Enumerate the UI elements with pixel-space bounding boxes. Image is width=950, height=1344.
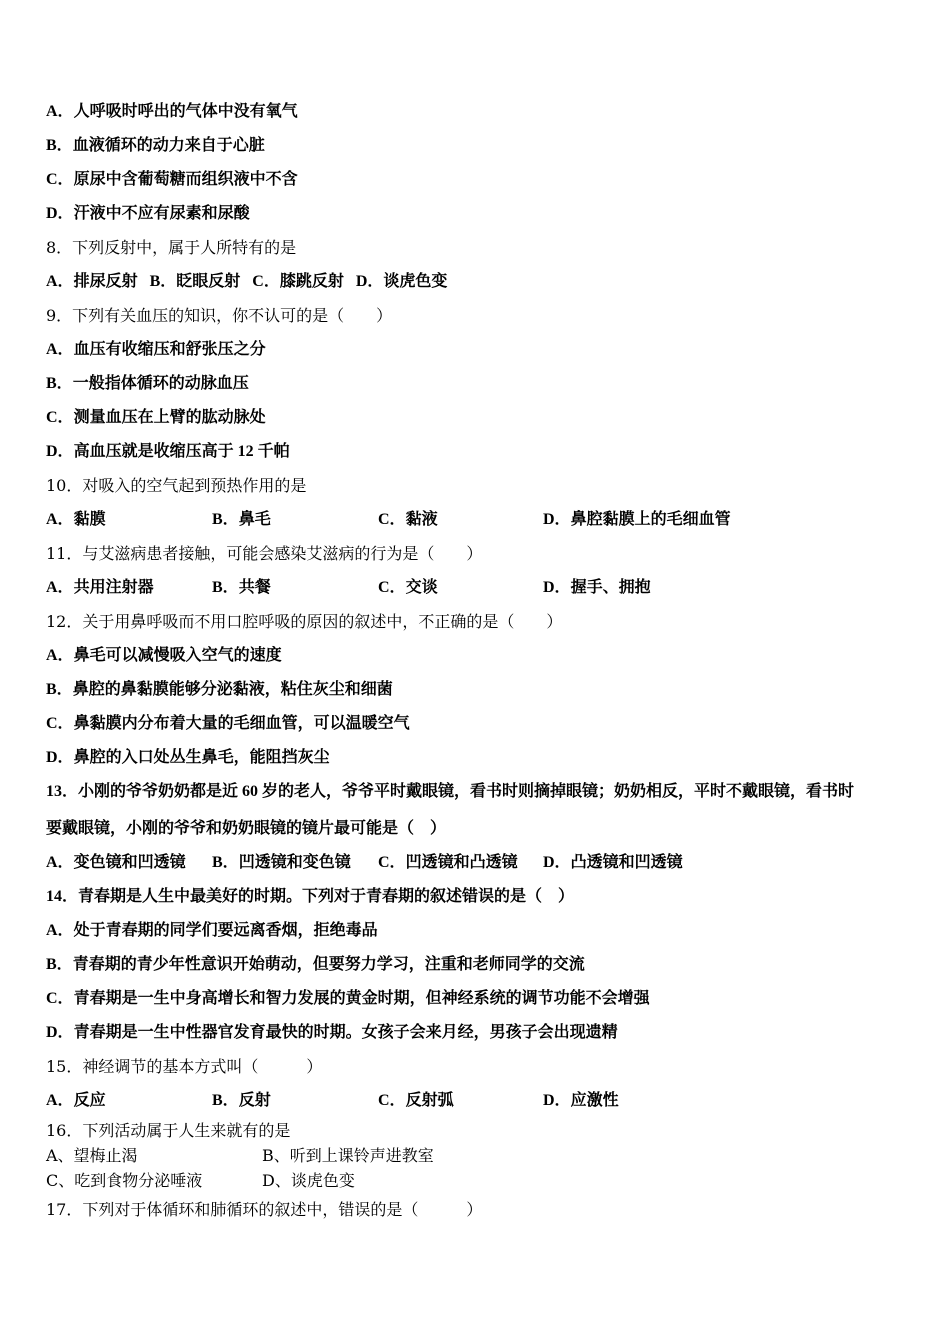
q15-option-a: A．反应: [46, 1092, 106, 1109]
q16-option-d: D、谈虎色变: [262, 1171, 355, 1190]
q16-option-c: C、吃到食物分泌唾液: [46, 1171, 203, 1190]
q14-option-c: C．青春期是一生中身高增长和智力发展的黄金时期，但神经系统的调节功能不会增强: [46, 990, 650, 1007]
q8-option-a: A．排尿反射: [46, 273, 138, 290]
q14-option-b: B．青春期的青少年性意识开始萌动，但要努力学习，注重和老师同学的交流: [46, 956, 585, 973]
q12-option-a: A．鼻毛可以减慢吸入空气的速度: [46, 647, 282, 664]
q11-stem: 11．与艾滋病患者接触，可能会感染艾滋病的行为是（ ）: [46, 544, 483, 563]
q12-option-c: C．鼻黏膜内分布着大量的毛细血管，可以温暖空气: [46, 715, 410, 732]
q11-option-c: C．交谈: [378, 579, 438, 596]
q12-stem: 12．关于用鼻呼吸而不用口腔呼吸的原因的叙述中，不正确的是（ ）: [46, 612, 563, 631]
q11-option-b: B．共餐: [212, 579, 271, 596]
q9-stem: 9．下列有关血压的知识，你不认可的是（ ）: [46, 306, 393, 325]
q10-option-d: D．鼻腔黏膜上的毛细血管: [543, 511, 731, 528]
q16-options-row1: [46, 1146, 906, 1166]
q11-option-d: D．握手、拥抱: [543, 579, 651, 596]
q11-options: [46, 578, 906, 598]
q8-stem: 8．下列反射中，属于人所特有的是: [46, 238, 297, 257]
q9-option-b: B．一般指体循环的动脉血压: [46, 375, 249, 392]
q15-options: [46, 1091, 906, 1111]
q16-option-b: B、听到上课铃声进教室: [262, 1146, 434, 1165]
q10-option-c: C．黏液: [378, 511, 438, 528]
q8-option-c: C．膝跳反射: [252, 273, 344, 290]
q13-options: [46, 853, 906, 873]
q14-stem: 14．青春期是人生中最美好的时期。下列对于青春期的叙述错误的是（ ）: [46, 888, 575, 905]
q10-option-b: B．鼻毛: [212, 511, 271, 528]
q10-option-a: A．黏膜: [46, 511, 106, 528]
q11-option-a: A．共用注射器: [46, 579, 154, 596]
q14-option-d: D．青春期是一生中性器官发育最快的时期。女孩子会来月经，男孩子会出现遗精: [46, 1024, 618, 1041]
q13-option-b: B．凹透镜和变色镜: [212, 854, 351, 871]
q7-option-c: C．原尿中含葡萄糖而组织液中不含: [46, 171, 298, 188]
q17-stem: 17．下列对于体循环和肺循环的叙述中，错误的是（ ）: [46, 1200, 483, 1219]
q10-options: [46, 510, 906, 530]
q7-option-b: B．血液循环的动力来自于心脏: [46, 137, 265, 154]
q8-option-d: D．谈虎色变: [355, 273, 448, 290]
q15-option-c: C．反射弧: [378, 1092, 454, 1109]
q8-options: [46, 272, 447, 292]
q7-option-a: A．人呼吸时呼出的气体中没有氧气: [46, 103, 298, 120]
q13-stem-line1: 13．小刚的爷爷奶奶都是近 60 岁的老人，爷爷平时戴眼镜，看书时则摘掉眼镜；奶奶相反，平时不戴眼镜，看书时: [46, 783, 855, 800]
q16-options-row2: [46, 1171, 906, 1191]
q16-option-a: A、望梅止渴: [46, 1146, 138, 1165]
q8-option-b: B．眨眼反射: [149, 273, 241, 290]
q16-stem: 16．下列活动属于人生来就有的是: [46, 1121, 291, 1140]
q13-option-c: C．凹透镜和凸透镜: [378, 854, 518, 871]
q9-option-d: D．高血压就是收缩压高于 12 千帕: [46, 443, 290, 460]
q13-option-d: D．凸透镜和凹透镜: [543, 854, 683, 871]
q12-option-d: D．鼻腔的入口处丛生鼻毛，能阻挡灰尘: [46, 749, 330, 766]
q15-stem: 15．神经调节的基本方式叫（ ）: [46, 1057, 323, 1076]
q7-option-d: D．汗液中不应有尿素和尿酸: [46, 205, 250, 222]
q12-option-b: B．鼻腔的鼻黏膜能够分泌黏液，粘住灰尘和细菌: [46, 681, 393, 698]
q10-stem: 10．对吸入的空气起到预热作用的是: [46, 476, 307, 495]
q13-stem-line2: 要戴眼镜，小刚的爷爷和奶奶眼镜的镜片最可能是（ ）: [46, 820, 447, 837]
q13-option-a: A．变色镜和凹透镜: [46, 854, 186, 871]
q9-option-a: A．血压有收缩压和舒张压之分: [46, 341, 266, 358]
q9-option-c: C．测量血压在上臂的肱动脉处: [46, 409, 266, 426]
q15-option-b: B．反射: [212, 1092, 271, 1109]
q14-option-a: A．处于青春期的同学们要远离香烟，拒绝毒品: [46, 922, 378, 939]
q15-option-d: D．应激性: [543, 1092, 619, 1109]
